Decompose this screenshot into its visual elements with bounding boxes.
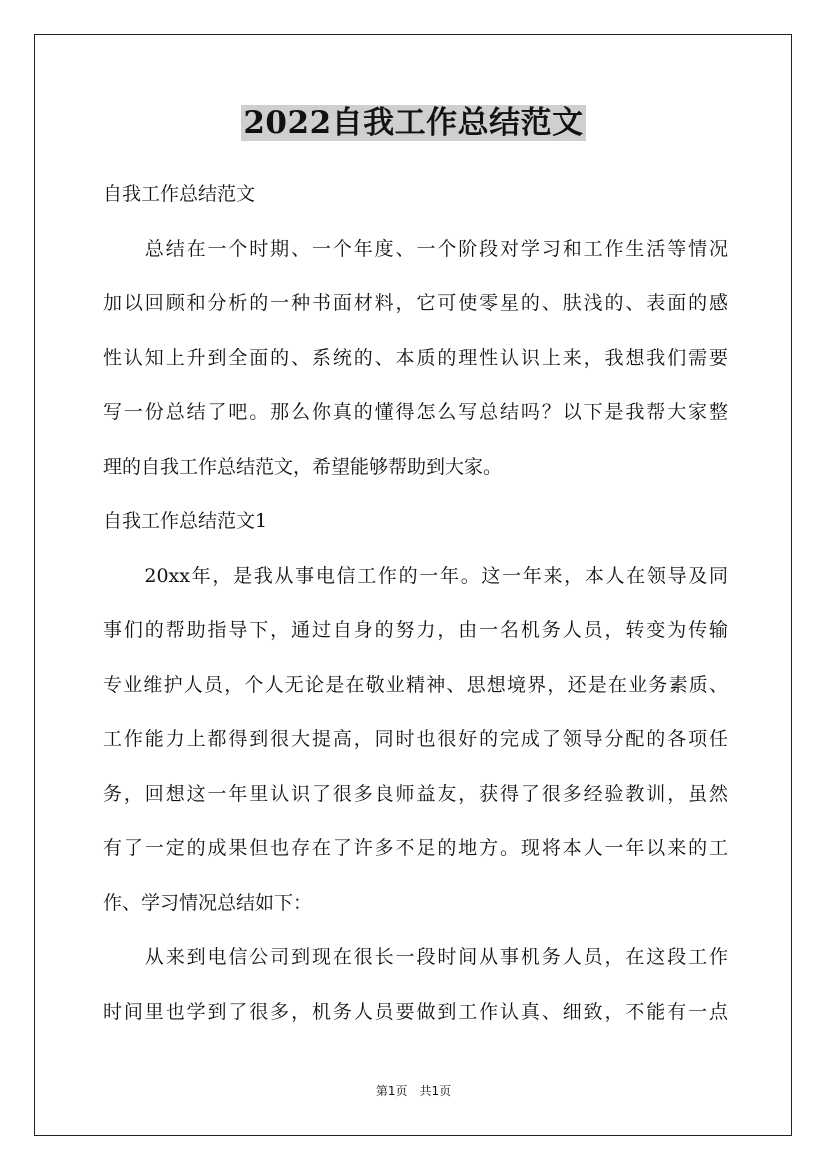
body-line: 加以回顾和分析的一种书面材料，它可使零星的、肤浅的、表面的感 — [103, 292, 728, 314]
document-body — [103, 174, 728, 1046]
body-line: 20xx年，是我从事电信工作的一年。这一年来，本人在领导及同 — [103, 564, 728, 587]
body-line: 自我工作总结范文1 — [103, 510, 268, 532]
body-line: 总结在一个时期、一个年度、一个阶段对学习和工作生活等情况 — [103, 237, 728, 260]
body-line: 自我工作总结范文 — [103, 183, 256, 205]
page-footer: 第1页 共1页 — [375, 1084, 452, 1098]
document-title — [0, 100, 827, 146]
body-line: 专业维护人员，个人无论是在敬业精神、思想境界，还是在业务素质、 — [103, 673, 728, 696]
body-line: 作、学习情况总结如下： — [103, 891, 313, 914]
body-line: 性认知上升到全面的、系统的、本质的理性认识上来，我想我们需要 — [103, 346, 728, 369]
body-line: 时间里也学到了很多，机务人员要做到工作认真、细致，不能有一点 — [103, 1000, 728, 1023]
body-line: 从来到电信公司到现在很长一段时间从事机务人员，在这段工作 — [103, 946, 728, 968]
body-line: 有了一定的成果但也存在了许多不足的地方。现将本人一年以来的工 — [103, 837, 728, 859]
body-line: 理的自我工作总结范文，希望能够帮助到大家。 — [103, 455, 503, 478]
body-line: 工作能力上都得到很大提高，同时也很好的完成了领导分配的各项任 — [103, 728, 728, 750]
body-line: 务，回想这一年里认识了很多良师益友，获得了很多经验教训，虽然 — [103, 782, 728, 805]
document-title-text: 2022自我工作总结范文 — [243, 105, 584, 141]
body-line: 写一份总结了吧。那么你真的懂得怎么写总结吗？以下是我帮大家整 — [103, 401, 728, 423]
body-line: 事们的帮助指导下，通过自身的努力，由一名机务人员，转变为传输 — [103, 619, 728, 641]
